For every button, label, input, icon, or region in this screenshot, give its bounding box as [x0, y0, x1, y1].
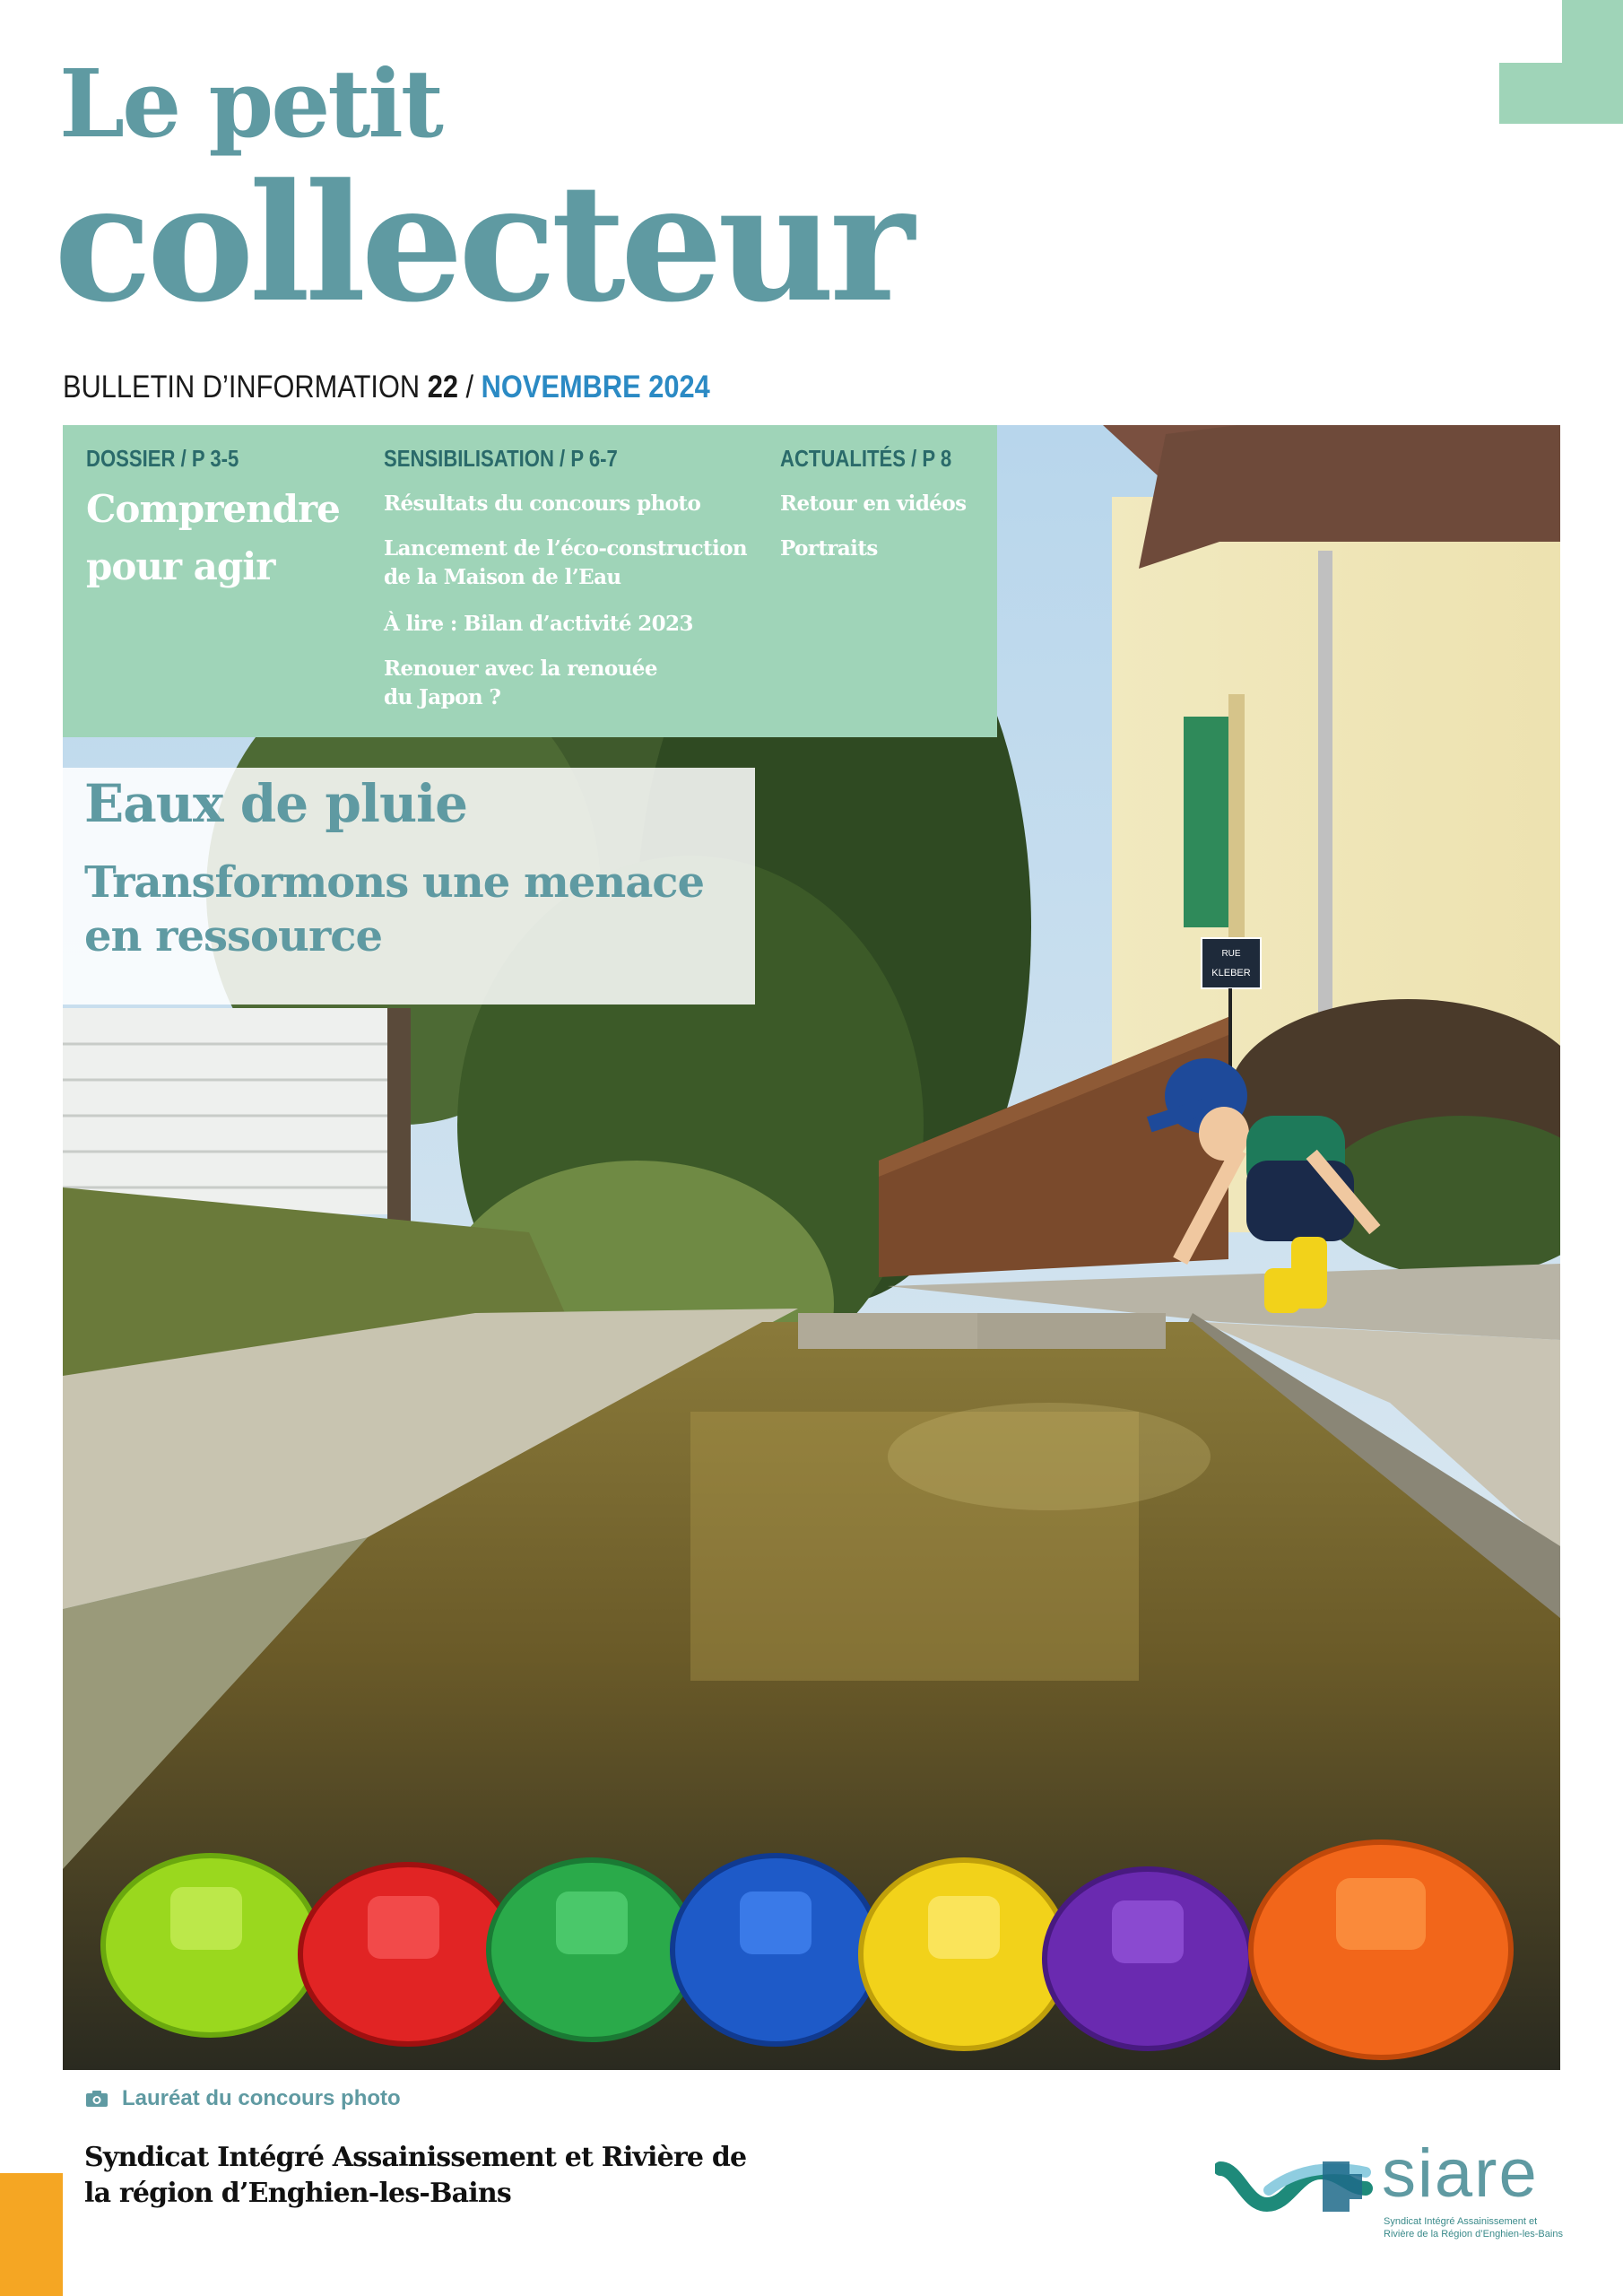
sensibilisation-item: Lancement de l’éco-construction de la Maison de l’Eau	[384, 536, 748, 589]
masthead-title-line2: collecteur	[54, 149, 909, 338]
camera-icon	[86, 2085, 108, 2101]
headline-subtitle: Transformons une menace en ressource	[84, 857, 705, 961]
headline-main: Eaux de pluie	[84, 773, 468, 834]
siare-logo-mark	[1215, 2136, 1382, 2235]
photo-caption	[86, 2083, 401, 2114]
caption-text: Lauréat du concours photo	[122, 2086, 401, 2110]
corner-decoration-orange	[0, 2173, 63, 2296]
issue-number: 22	[427, 370, 458, 404]
street-sign-line2: KLEBER	[1211, 968, 1251, 978]
sensibilisation-heading: SENSIBILISATION / P 6-7	[384, 445, 618, 472]
bulletin-separator: /	[457, 370, 482, 404]
masthead-title-line1: Le petit	[59, 48, 441, 159]
dossier-title: Comprendre pour agir	[86, 487, 340, 588]
sensibilisation-item: À lire : Bilan d’activité 2023	[384, 612, 693, 636]
bulletin-label: BULLETIN D’INFORMATION	[63, 370, 428, 404]
actualites-heading: ACTUALITÉS / P 8	[780, 445, 952, 472]
street-sign-line1: RUE	[1221, 949, 1241, 959]
headline-box	[63, 768, 755, 1004]
bulletin-line	[63, 368, 710, 407]
contents-box	[63, 425, 997, 737]
actualites-item: Retour en vidéos	[780, 491, 967, 516]
sensibilisation-item: Renouer avec la renouée du Japon ?	[384, 657, 657, 709]
dossier-heading: DOSSIER / P 3-5	[86, 445, 239, 472]
siare-logo	[1215, 2136, 1565, 2253]
logo-tagline: Syndicat Intégré Assainissement et Rivière de la Région d’Enghien-les-Bains	[1384, 2216, 1563, 2239]
sensibilisation-item: Résultats du concours photo	[384, 491, 701, 516]
actualites-item: Portraits	[780, 536, 878, 561]
logo-wordmark: siare	[1382, 2135, 1539, 2212]
organization-name: Syndicat Intégré Assainissement et Rivière de la région d’Enghien-les-Bains	[84, 2142, 747, 2209]
corner-decoration	[1499, 0, 1623, 124]
issue-date: NOVEMBRE 2024	[481, 370, 710, 404]
